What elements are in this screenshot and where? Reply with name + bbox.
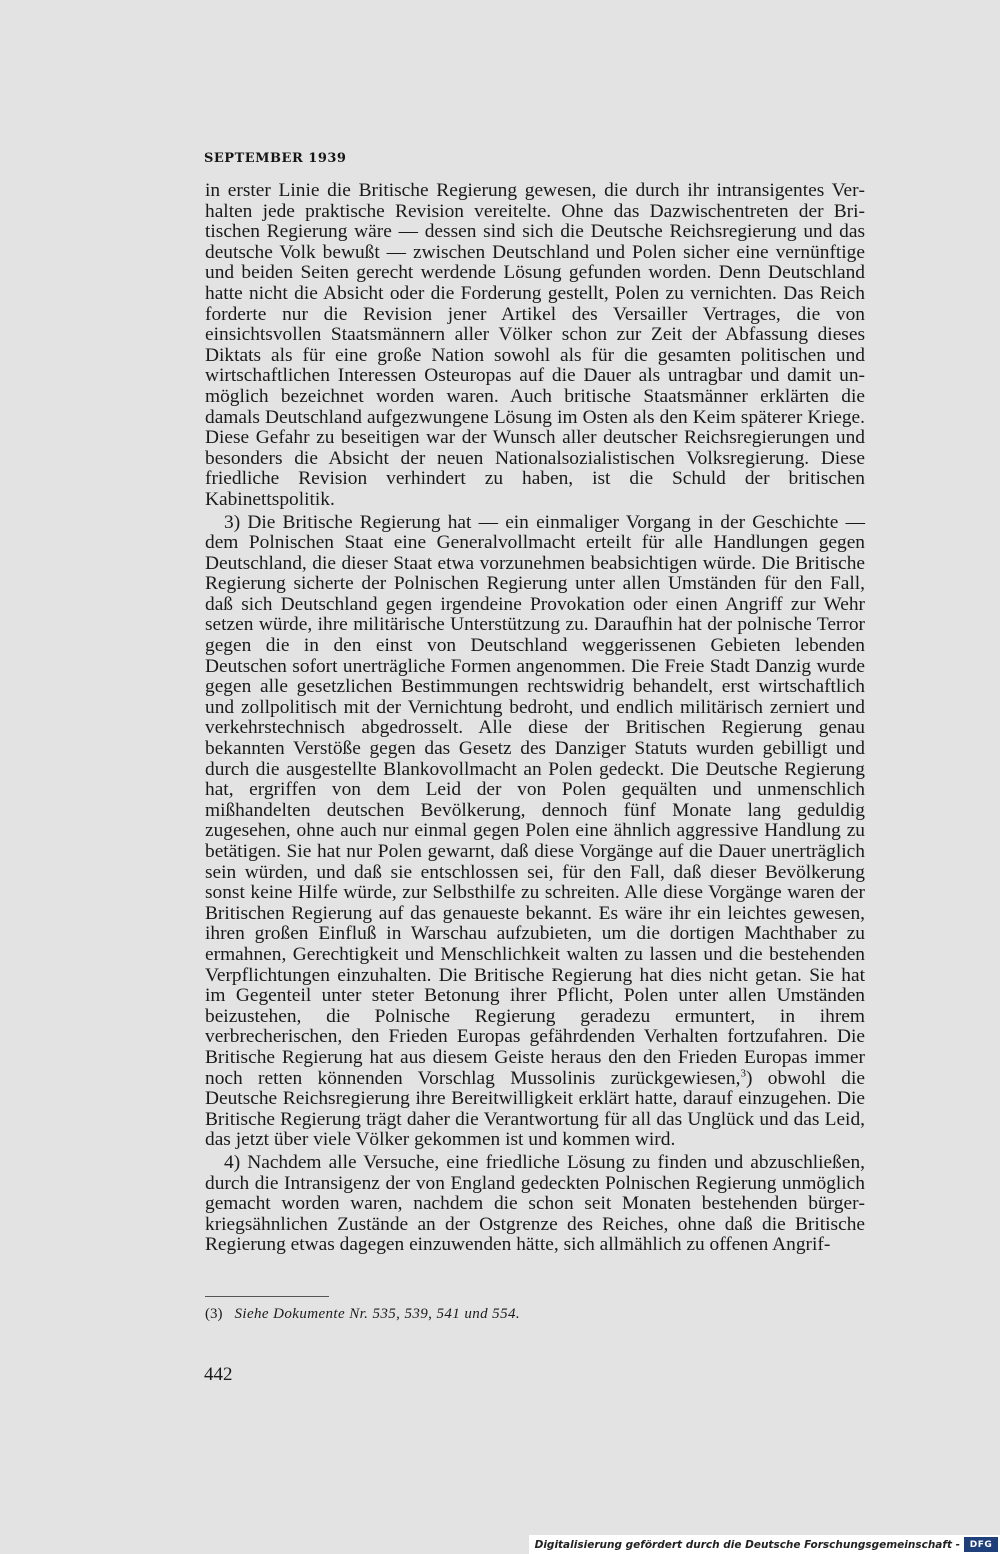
paragraph-2-text-b: ) obwohl die Deutsche Reichsregierung ihre Bereitwilligkeit erklärt hatte, darauf einzugehen. Die Britische Regierung trägt daher die Verantwortung für all das Unglück und das Leid, das jetzt über viele Völker gekommen ist und kommen wird.	[205, 1067, 865, 1151]
digitization-credit-bar	[529, 1535, 1000, 1554]
running-header: SEPTEMBER 1939	[204, 151, 347, 166]
credit-text: Digitalisierung gefördert durch die Deutsche Forschungsgemeinschaft -	[534, 1538, 960, 1551]
footnote-text: Siehe Dokumente Nr. 535, 539, 541 und 554.	[234, 1306, 521, 1322]
paragraph-2-text-a: 3) Die Britische Regierung hat — ein einmaliger Vorgang in der Geschichte — dem Polnischen Staat eine Generalvollmacht erteilt für alle Handlungen gegen Deutschland, die dieser Staat etwa vorzunehmen beabsichtigen würde. Die Britische Regierung sicherte der Polnischen Regierung unter allen Umständen für den Fall, daß sich Deutschland gegen irgendeine Provokation oder einen Angriff zur Wehr setzen würde, ihre militärische Unterstützung zu. Daraufhin hat der polnische Terror gegen die in den einst von Deutschland weggerissenen Gebieten lebenden Deutschen sofort unerträgliche Formen angenommen. Die Freie Stadt Danzig wurde gegen alle gesetzlichen Bestimmungen rechtswidrig behandelt, erst wirtschaftlich und zollpolitisch mit der Vernichtung bedroht, und endlich militärisch zerniert und verkehrstechnisch abgedrosselt. Alle diese der Britischen Regierung genau bekannten Verstöße gegen das Gesetz des Danziger Statuts wurden gebilligt und durch die ausgestellte Blankovollmacht an Polen gedeckt. Die Deutsche Regierung hat, ergriffen von dem Leid der von Polen gequälten und unmenschlich mißhandelten deutschen Bevölkerung, dennoch fünf Monate lang geduldig zugesehen, ohne auch nur einmal gegen Polen eine ähnlich aggressive Handlung zu betätigen. Sie hat nur Polen gewarnt, daß diese Vorgänge auf die Dauer unerträglich sein würden, und daß sie entschlossen sei, für den Fall, daß dieser Bevölkerung sonst keine Hilfe würde, zur Selbsthilfe zu schreiten. Alle diese Vorgänge waren der Britischen Regierung auf das genaueste bekannt. Es wäre ihr ein leichtes gewesen, ihren großen Einfluß in Warschau aufzubieten, um die dortigen Machthaber zu ermahnen, Gerechtigkeit und Menschlichkeit walten zu lassen und die bestehenden Verpflichtungen einzuhalten. Die Britische Regierung hat dies nicht getan. Sie hat im Gegenteil unter steter Betonung ihrer Pflicht, Polen unter allen Umständen beizustehen, die Polnische Regierung geradezu ermuntert, in ihrem verbrecherischen, den Frieden Europas gefährdenden Verhalten fortzufahren. Die Britische Regierung hat aus diesem Geiste heraus den den Frieden Europas immer noch retten könnenden Vorschlag Mussolinis zurückgewiesen,	[205, 511, 865, 1089]
paragraph-2	[205, 513, 865, 1151]
page-number: 442	[204, 1364, 233, 1385]
footnote-reference[interactable]: 3	[740, 1067, 746, 1080]
paragraph-1: in erster Linie die Britische Regierung gewesen, die durch ihr intransigentes Verhalten jede praktische Revision vereitelte. Ohne das Dazwischentreten der Britischen Regierung wäre — dessen sind sich die Deutsche Reichsregierung und das deutsche Volk bewußt — zwischen Deutschland und Polen sicher eine vernünftige und beiden Seiten gerecht werdende Lösung gefunden worden. Denn Deutschland hatte nicht die Absicht oder die Forderung gestellt, Polen zu vernichten. Das Reich forderte nur die Revision jener Artikel des Versailler Vertrages, die von einsichtsvollen Staatsmännern aller Völker schon zur Zeit der Abfassung dieses Diktats als für eine große Nation sowohl als für die gesamten politischen und wirtschaftlichen Interessen Osteuropas auf die Dauer als untragbar und damit unmöglich bezeichnet worden waren. Auch britische Staatsmänner erklärten die damals Deutschland aufgezwungene Lösung im Osten als den Keim späterer Kriege. Diese Gefahr zu beseitigen war der Wunsch aller deutscher Reichsregierungen und besonders die Absicht der neuen Nationalsozialistischen Volksregierung. Diese friedliche Revision verhindert zu haben, ist die Schuld der britischen Kabinettspolitik.	[205, 180, 865, 510]
dfg-logo-icon: DFG	[964, 1537, 998, 1552]
paragraph-3: 4) Nachdem alle Versuche, eine friedliche Lösung zu finden und abzuschließen, durch die Intransigenz der von England gedeckten Polnischen Regierung unmöglich gemacht worden waren, nachdem die schon seit Monaten bestehenden bürgerkriegsähnlichen Zustände an der Ostgrenze des Reiches, ohne daß die Britische Regierung etwas dagegen einzuwenden hätte, sich allmählich zu offenen Angrif-	[205, 1151, 865, 1256]
footnote-divider	[205, 1296, 329, 1297]
main-text	[205, 181, 865, 1256]
footnote-marker: (3)	[205, 1306, 223, 1322]
footnote	[205, 1306, 520, 1323]
